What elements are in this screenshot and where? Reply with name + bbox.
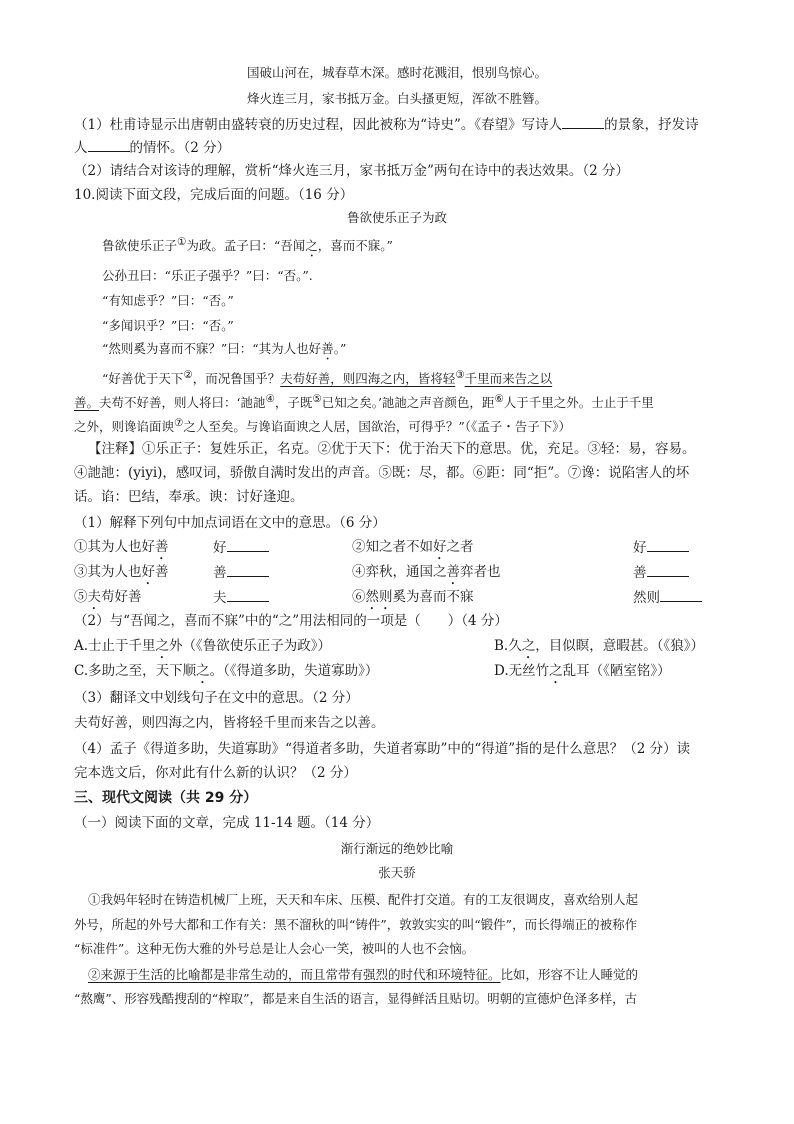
s1-item-3: ③其为人也好善 [74,564,169,580]
passage-para-5: “然则奚为喜而不寐？”曰：“其为人也好善。” [102,341,347,356]
q10-sub1: （1）解释下列句中加点词语在文中的意思。（6 分） [74,515,386,531]
article-p1-line2: 外号，所起的外号大都和工作有关：黑不溜秋的叫“铸件”，敦敦实实的叫“锻件”，而长得端正的被称作 [74,917,638,932]
s1-answer-3[interactable]: 善 [213,563,269,582]
s1-answer-6[interactable]: 然则 [633,588,702,607]
notes-line-1: 【注释】①乐正子：复姓乐正，名克。②优于天下：优于治天下的意思。优，充足。③轻：易，容易。 [88,441,696,457]
s1-answer-4[interactable]: 善 [633,563,689,582]
passage-para-4: “多闻识乎？”曰：“否。” [102,318,234,333]
article-p1-line1: ①我妈年轻时在铸造机械厂上班，天天和车床、压模、配件打交道。有的工友很调皮，喜欢给别人起 [88,892,639,907]
section-heading: 三、现代文阅读（共 29 分） [74,790,258,806]
article-title: 渐行渐远的绝妙比喻 [340,841,454,856]
s1-item-2: ②知之者不如好之者 [352,539,474,555]
q10-sub3: （3）翻译文中划线句子在文中的意思。（2 分） [74,690,359,706]
s1-item-1: ①其为人也好善 [74,539,169,555]
section-sub-heading: （一）阅读下面的文章，完成 11-14 题。（14 分） [74,815,380,831]
q10-sub4-line2: 完本选文后，你对此有什么新的认识？（2 分） [74,765,357,781]
option-d[interactable]: D.无丝竹之乱耳（《陋室铭》） [494,663,671,679]
s1-item-4: ④弈秋，通国之善弈者也 [352,564,501,580]
passage-para-7: 善。夫苟不好善，则人将曰：‘訑訑④，子既⑤已知之矣。’訑訑之声音颜色，距⑥人于千里之外。士止于千里 [74,393,654,411]
article-p1-line3: “标准件”。这种无伤大雅的外号总是让人会心一笑，被叫的人也不会恼。 [74,941,475,956]
option-c[interactable]: C.多助之至，天下顺之。（《得道多助，失道寡助》） [74,663,379,679]
answer-blank[interactable] [562,115,604,129]
q9-part1-line1: （1）杜甫诗显示出唐朝由盛转衰的历史过程，因此被称为“诗史”。《春望》写诗人 的景象，抒发诗 [74,117,699,133]
article-p2-line2: “熬鹰”、形容残酷搜刮的“榨取”，都是来自生活的语言，显得鲜活且贴切。明朝的宣德炉色泽多样，古 [74,991,638,1006]
q10-sub2: （2）与“吾闻之，喜而不寐”中的“之”用法相同的一项是（ ）（4 分） [74,613,508,629]
passage-para-1: 鲁欲使乐正子①为政。孟子曰：“吾闻之，喜而不寐。” [102,236,393,254]
s1-answer-5[interactable]: 夫 [213,588,269,607]
passage-para-3: “有知虑乎？”曰：“否。” [102,293,234,308]
q10-sub4-line1: （4）孟子《得道多助，失道寡助》“得道者多助，失道者寡助”中的“得道”指的是什么意思？（2 分）读 [74,741,691,757]
passage-para-6: “好善优于天下②，而况鲁国乎？夫苟好善，则四海之内，皆将轻③千里而来告之以 [102,369,553,387]
option-b[interactable]: B.久之，目似瞑，意暇甚。（《狼》） [494,638,704,654]
passage-para-2: 公孙丑曰：“乐正子强乎？”曰：“否。”. [102,268,313,283]
notes-line-2: ④訑訑：(yiyi)，感叹词，骄傲自满时发出的声音。⑤既：尽，都。⑥距：同“拒”。⑦谗：说陷害人的坏 [74,465,690,481]
article-author: 张天骄 [378,865,416,880]
option-a[interactable]: A.士止于千里之外（《鲁欲使乐正子为政》） [74,638,332,654]
q9-part2: （2）请结合对该诗的理解，赏析“烽火连三月，家书抵万金”两句在诗中的表达效果。（2 分） [74,163,630,179]
q10-sub3-sentence: 夫苟好善，则四海之内，皆将轻千里而来告之以善。 [74,715,385,731]
q10-intro: 10.阅读下面文段，完成后面的问题。（16 分） [74,187,354,203]
poem-line-2: 烽火连三月，家书抵万金。白头搔更短，浑欲不胜簪。 [246,91,547,106]
s1-answer-1[interactable]: 好 [213,538,269,557]
notes-line-3: 话。谄：巴结，奉承。谀：讨好逢迎。 [74,489,304,505]
q9-part1-line2: 人 的情怀。（2 分） [74,140,231,156]
s1-item-6: ⑥然则奚为喜而不寐 [352,589,474,605]
article-p2-line1: ②来源于生活的比喻都是非常生动的，而且常带有强烈的时代和环境特征。比如，形容不让人睡觉的 [88,967,639,982]
poem-line-1: 国破山河在，城春草木深。感时花溅泪，恨别鸟惊心。 [246,65,547,80]
passage-para-8: 之外，则谗谄面谀⑦之人至矣。与谗谄面谀之人居，国欲治，可得乎？”（《孟子・告子下》） [74,417,572,435]
s1-answer-2[interactable]: 好 [633,538,689,557]
s1-item-5: ⑤夫苟好善 [74,589,142,605]
q10-passage-title: 鲁欲使乐正子为政 [346,210,447,225]
answer-blank[interactable] [88,138,130,152]
